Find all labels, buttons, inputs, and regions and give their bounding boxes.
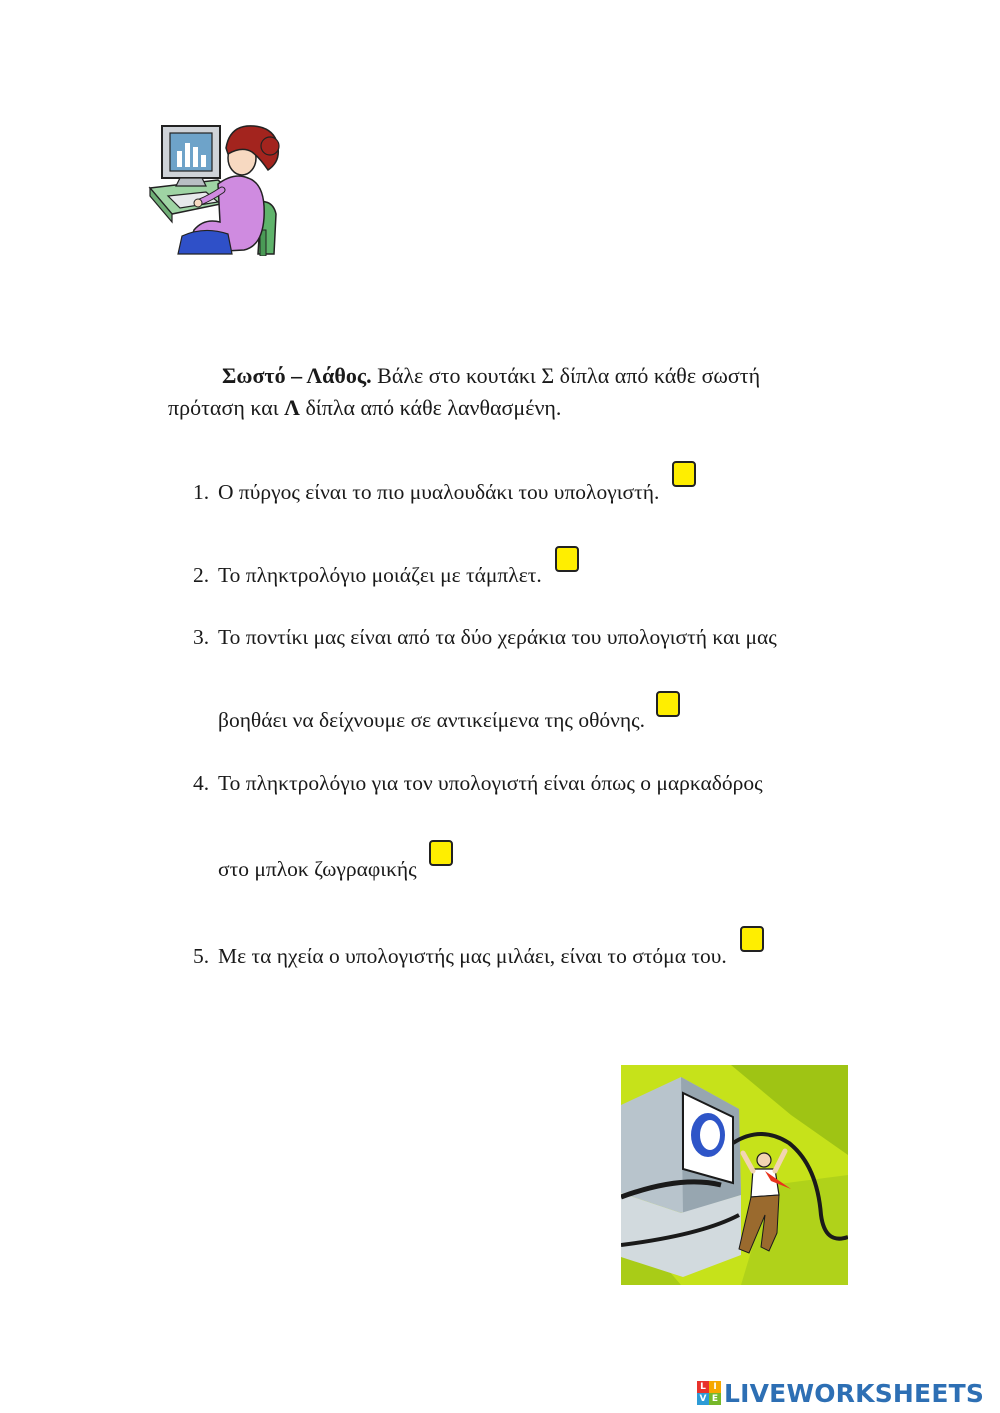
logo-tile-i: I	[709, 1381, 721, 1393]
instructions-text-2: πρόταση και	[168, 395, 285, 420]
man-with-computer-clipart	[621, 1065, 848, 1285]
question-3-text-line-1: Το ποντίκι μας είναι από τα δύο χεράκια του υπολογιστή και μας	[218, 625, 777, 649]
question-5-answer-box[interactable]	[740, 926, 764, 952]
liveworksheets-wordmark: LIVEWORKSHEETS	[724, 1378, 985, 1408]
instructions-lambda: Λ	[284, 395, 300, 420]
question-2-answer-box[interactable]	[555, 546, 579, 572]
instructions-title: Σωστό – Λάθος.	[222, 363, 372, 388]
question-2-number: 2.	[193, 563, 210, 587]
instructions-text-1: Βάλε στο κουτάκι Σ δίπλα από κάθε σωστή	[371, 363, 761, 388]
question-2-text: Το πληκτρολόγιο μοιάζει με τάμπλετ.	[218, 563, 542, 587]
logo-tile-e: E	[709, 1393, 721, 1405]
instructions-paragraph	[168, 360, 790, 424]
question-1-answer-box[interactable]	[672, 461, 696, 487]
question-5-number: 5.	[193, 944, 210, 968]
question-5-text: Με τα ηχεία ο υπολογιστής μας μιλάει, είναι το στόμα του.	[218, 944, 727, 968]
question-4-answer-box[interactable]	[429, 840, 453, 866]
woman-at-computer-clipart	[148, 118, 284, 256]
question-1-text: Ο πύργος είναι το πιο μυαλουδάκι του υπολογιστή.	[218, 480, 660, 504]
logo-tile-l: L	[697, 1381, 709, 1393]
liveworksheets-logo	[697, 1378, 984, 1408]
instructions-text-3: δίπλα από κάθε λανθασμένη.	[299, 395, 562, 420]
question-4-text-line-1: Το πληκτρολόγιο για τον υπολογιστή είναι όπως ο μαρκαδόρος	[218, 771, 763, 795]
question-3-answer-box[interactable]	[656, 691, 680, 717]
logo-tile-v: V	[697, 1393, 709, 1405]
liveworksheets-logo-icon	[697, 1381, 721, 1405]
question-4-text-line-2: στο μπλοκ ζωγραφικής	[218, 857, 417, 881]
question-4-number: 4.	[193, 771, 210, 795]
question-1-number: 1.	[193, 480, 210, 504]
question-3-number: 3.	[193, 625, 210, 649]
question-3-text-line-2: βοηθάει να δείχνουμε σε αντικείμενα της οθόνης.	[218, 708, 645, 732]
